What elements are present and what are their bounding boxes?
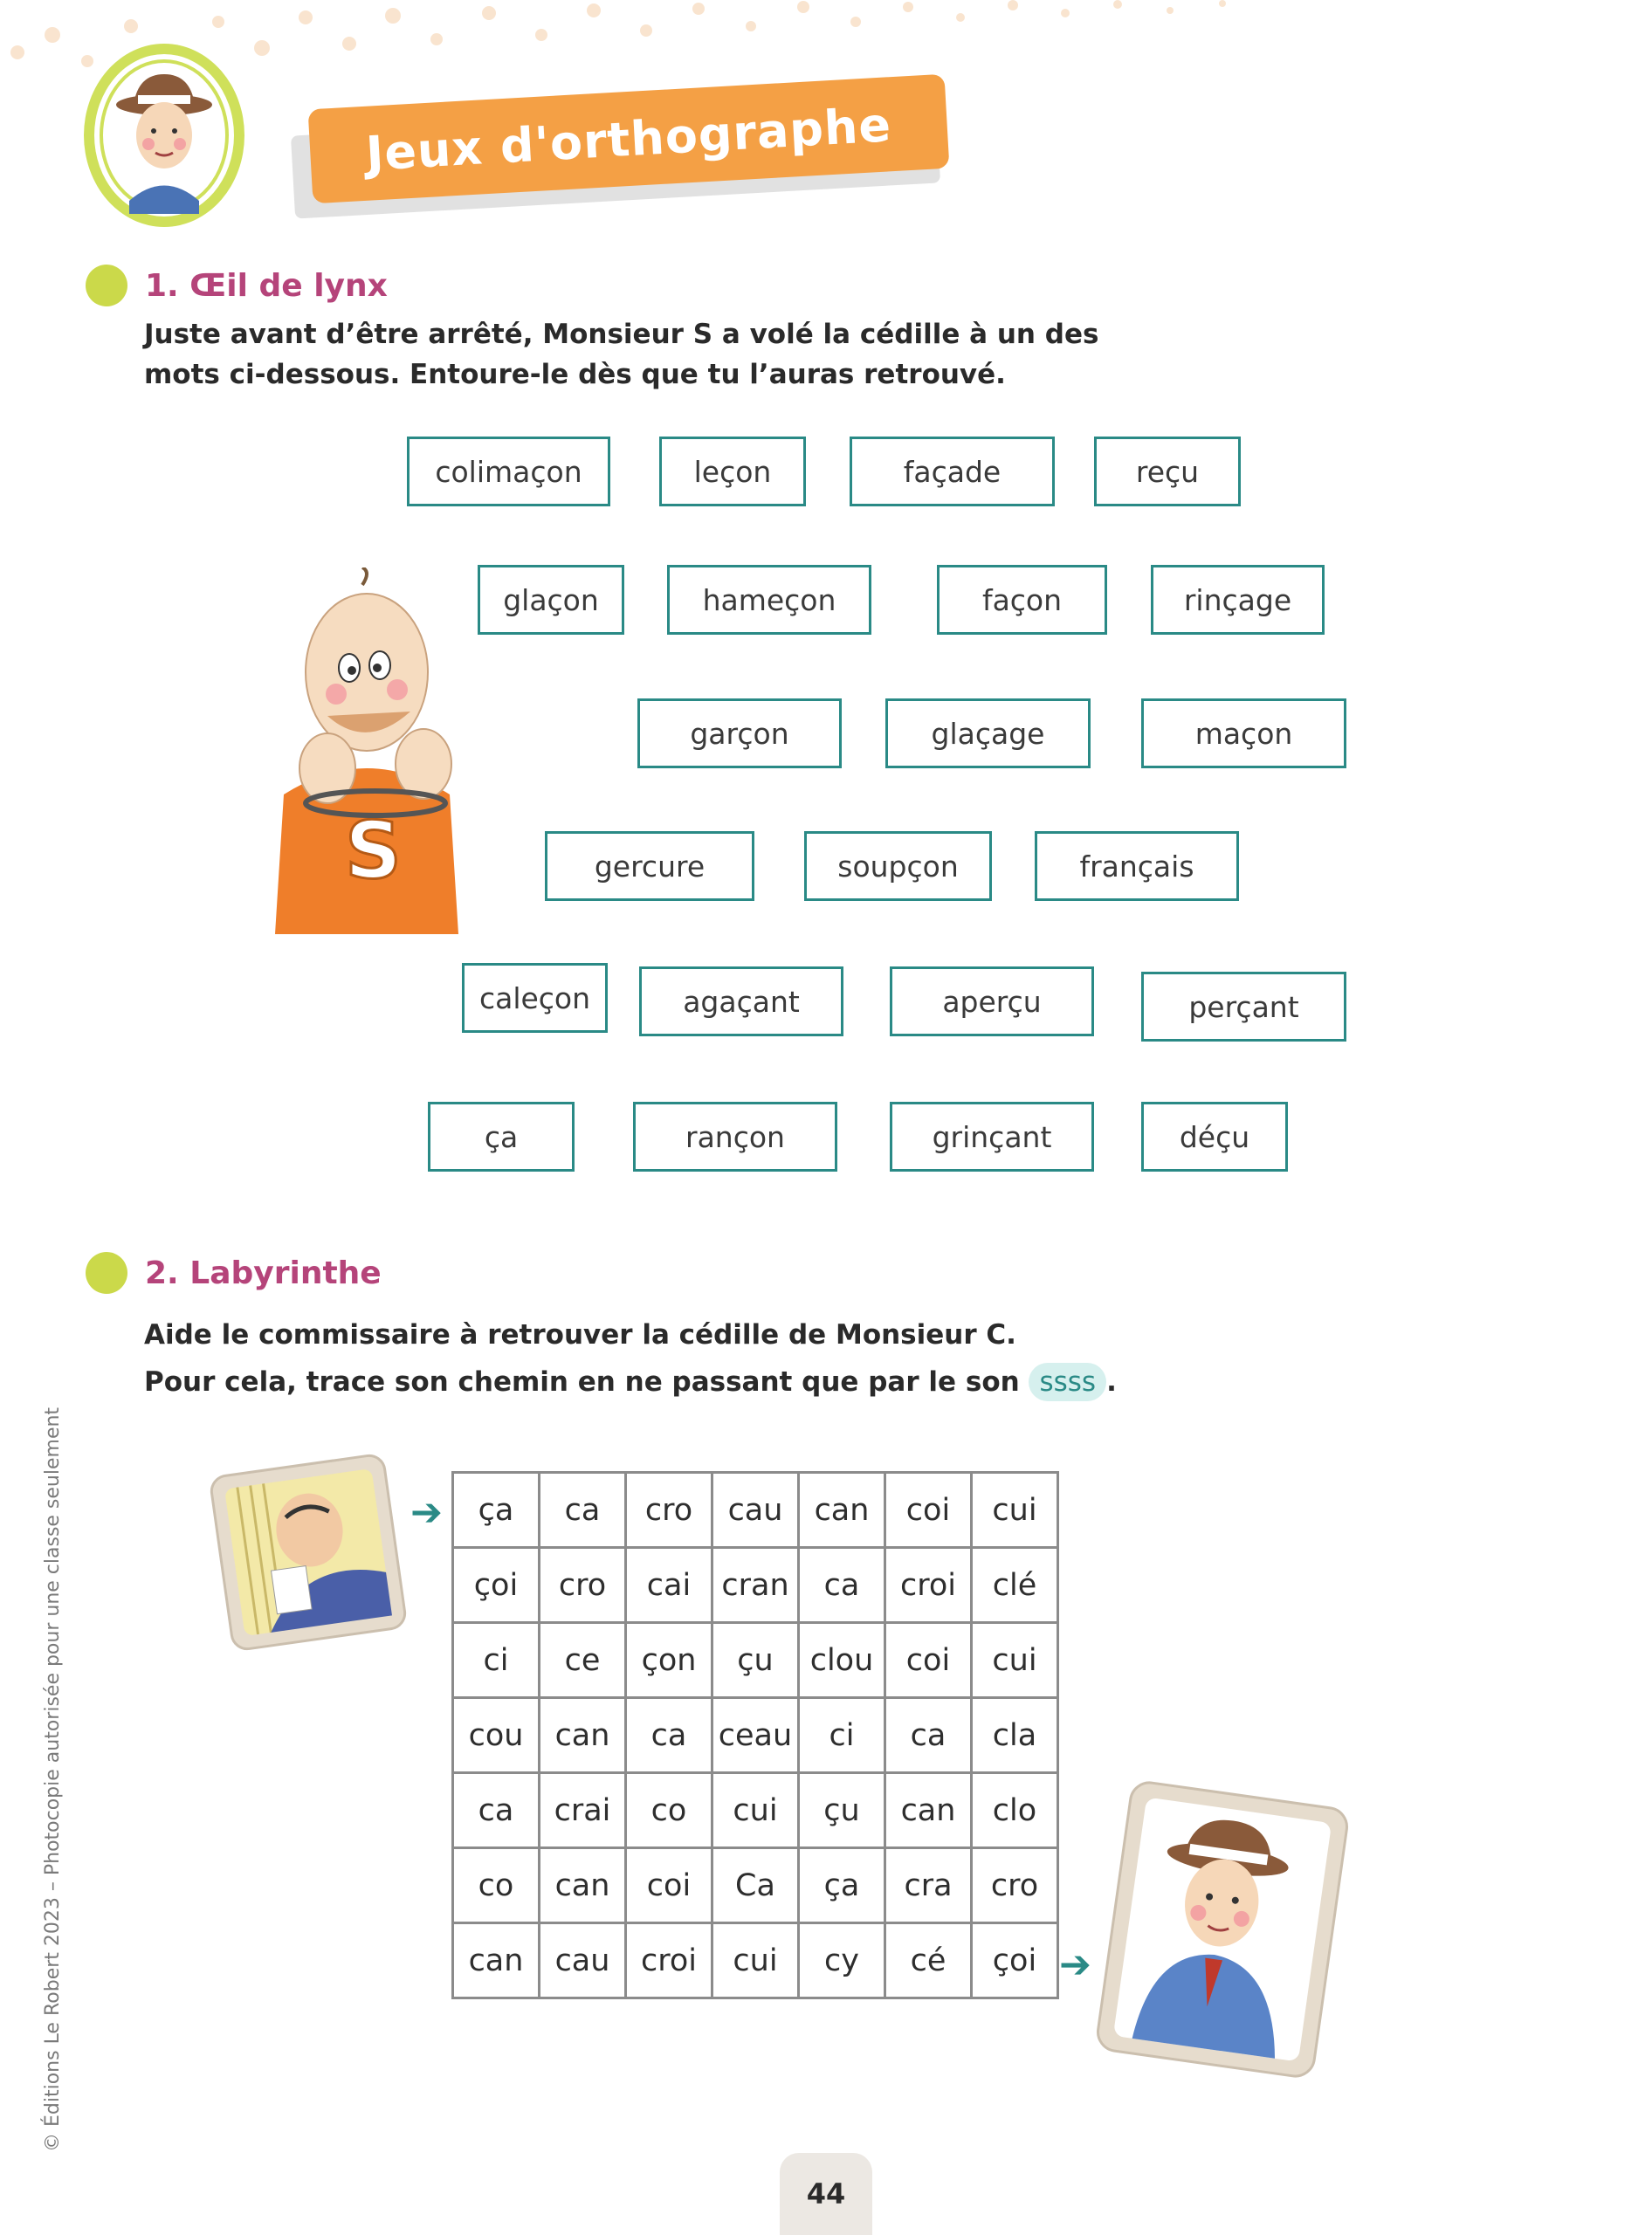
grid-cell[interactable]: cro [626, 1473, 712, 1548]
grid-cell[interactable]: cro [540, 1548, 626, 1623]
grid-cell[interactable]: clou [799, 1623, 885, 1698]
section2-title: 2. Labyrinthe [145, 1255, 382, 1291]
grid-cell[interactable]: çu [799, 1773, 885, 1848]
grid-cell[interactable]: croi [626, 1923, 712, 1998]
grid-cell[interactable]: ci [799, 1698, 885, 1773]
word-box[interactable]: gercure [545, 831, 754, 901]
grid-cell[interactable]: cui [712, 1923, 799, 1998]
grid-cell[interactable]: coi [885, 1473, 972, 1548]
grid-cell[interactable]: ça [453, 1473, 540, 1548]
section1-heading [86, 265, 388, 306]
word-box[interactable]: glaçon [478, 565, 624, 635]
commissaire-photo [208, 1452, 409, 1653]
table-row [453, 1548, 1058, 1623]
section1-instruction-1: Juste avant d’être arrêté, Monsieur S a volé la cédille à un des [144, 319, 1099, 350]
table-row [453, 1698, 1058, 1773]
grid-cell[interactable]: co [453, 1848, 540, 1923]
grid-cell[interactable]: çu [712, 1623, 799, 1698]
grid-cell[interactable]: can [540, 1848, 626, 1923]
word-box[interactable]: français [1035, 831, 1239, 901]
handcuffed-man-illustration [249, 567, 476, 934]
grid-cell[interactable]: çoi [453, 1548, 540, 1623]
svg-text:S: S [345, 805, 402, 897]
detective-portrait-medallion [77, 39, 251, 231]
section2-instruction-2 [144, 1362, 1117, 1402]
grid-cell[interactable]: cra [885, 1848, 972, 1923]
grid-cell[interactable]: ca [540, 1473, 626, 1548]
grid-cell[interactable]: cai [626, 1548, 712, 1623]
word-box[interactable]: aperçu [890, 966, 1094, 1036]
page-number: 44 [780, 2153, 872, 2235]
grid-cell[interactable]: croi [885, 1548, 972, 1623]
grid-cell[interactable]: çoi [972, 1923, 1058, 1998]
grid-cell[interactable]: ca [626, 1698, 712, 1773]
word-box[interactable]: colimaçon [407, 437, 610, 506]
sound-bubble: ssss [1029, 1363, 1106, 1401]
word-box[interactable]: rançon [633, 1102, 837, 1172]
grid-cell[interactable]: çon [626, 1623, 712, 1698]
page-title: Jeux d'orthographe [364, 96, 893, 182]
grid-cell[interactable]: ce [540, 1623, 626, 1698]
grid-cell[interactable]: can [540, 1698, 626, 1773]
word-box[interactable]: maçon [1141, 698, 1346, 768]
bullet-dot-icon [86, 1252, 127, 1294]
grid-cell[interactable]: ceau [712, 1698, 799, 1773]
section1-title: 1. Œil de lynx [145, 267, 388, 304]
grid-cell[interactable]: can [453, 1923, 540, 1998]
grid-cell[interactable]: can [799, 1473, 885, 1548]
start-arrow-icon: ➔ [410, 1490, 443, 1535]
table-row [453, 1773, 1058, 1848]
section1-instruction-2: mots ci-dessous. Entoure-le dès que tu l’auras retrouvé. [144, 359, 1006, 390]
word-box[interactable]: reçu [1094, 437, 1241, 506]
bullet-dot-icon [86, 265, 127, 306]
word-box[interactable]: leçon [659, 437, 806, 506]
word-box[interactable]: perçant [1141, 972, 1346, 1042]
grid-cell[interactable]: coi [885, 1623, 972, 1698]
word-box[interactable]: glaçage [885, 698, 1091, 768]
table-row [453, 1473, 1058, 1548]
word-box[interactable]: rinçage [1151, 565, 1325, 635]
word-box[interactable]: hameçon [667, 565, 871, 635]
grid-cell[interactable]: cou [453, 1698, 540, 1773]
grid-cell[interactable]: cé [885, 1923, 972, 1998]
copyright-notice: © Éditions Le Robert 2023 – Photocopie autorisée pour une classe seulement [42, 1406, 64, 2152]
grid-cell[interactable]: cro [972, 1848, 1058, 1923]
grid-cell[interactable]: cui [972, 1623, 1058, 1698]
word-box[interactable]: ça [428, 1102, 575, 1172]
grid-cell[interactable]: ca [885, 1698, 972, 1773]
table-row [453, 1623, 1058, 1698]
word-box[interactable]: agaçant [639, 966, 843, 1036]
word-box[interactable]: garçon [637, 698, 842, 768]
grid-cell[interactable]: clo [972, 1773, 1058, 1848]
grid-cell[interactable]: coi [626, 1848, 712, 1923]
word-box[interactable]: grinçant [890, 1102, 1094, 1172]
grid-cell[interactable]: cau [540, 1923, 626, 1998]
word-box[interactable]: façon [937, 565, 1107, 635]
grid-cell[interactable]: cran [712, 1548, 799, 1623]
grid-cell[interactable]: ci [453, 1623, 540, 1698]
grid-cell[interactable]: Ca [712, 1848, 799, 1923]
grid-cell[interactable]: cui [972, 1473, 1058, 1548]
instruction-text: Pour cela, trace son chemin en ne passant que par le son [144, 1366, 1020, 1398]
grid-cell[interactable]: cui [712, 1773, 799, 1848]
grid-cell[interactable]: crai [540, 1773, 626, 1848]
grid-cell[interactable]: cy [799, 1923, 885, 1998]
grid-cell[interactable]: clé [972, 1548, 1058, 1623]
grid-cell[interactable]: ca [453, 1773, 540, 1848]
word-box[interactable]: déçu [1141, 1102, 1288, 1172]
grid-cell[interactable]: cla [972, 1698, 1058, 1773]
word-box[interactable]: caleçon [462, 963, 608, 1033]
detective-photo [1096, 1781, 1349, 2078]
grid-cell[interactable]: co [626, 1773, 712, 1848]
grid-cell[interactable]: ca [799, 1548, 885, 1623]
grid-cell[interactable]: ça [799, 1848, 885, 1923]
section2-instruction-1: Aide le commissaire à retrouver la cédille de Monsieur C. [144, 1319, 1016, 1351]
maze-grid [451, 1471, 1059, 1999]
word-box[interactable]: façade [850, 437, 1055, 506]
end-arrow-icon: ➔ [1059, 1943, 1091, 1987]
word-box[interactable]: soupçon [804, 831, 992, 901]
instruction-end: . [1106, 1366, 1117, 1398]
table-row [453, 1923, 1058, 1998]
grid-cell[interactable]: cau [712, 1473, 799, 1548]
grid-cell[interactable]: can [885, 1773, 972, 1848]
section2-heading [86, 1252, 382, 1294]
table-row [453, 1848, 1058, 1923]
